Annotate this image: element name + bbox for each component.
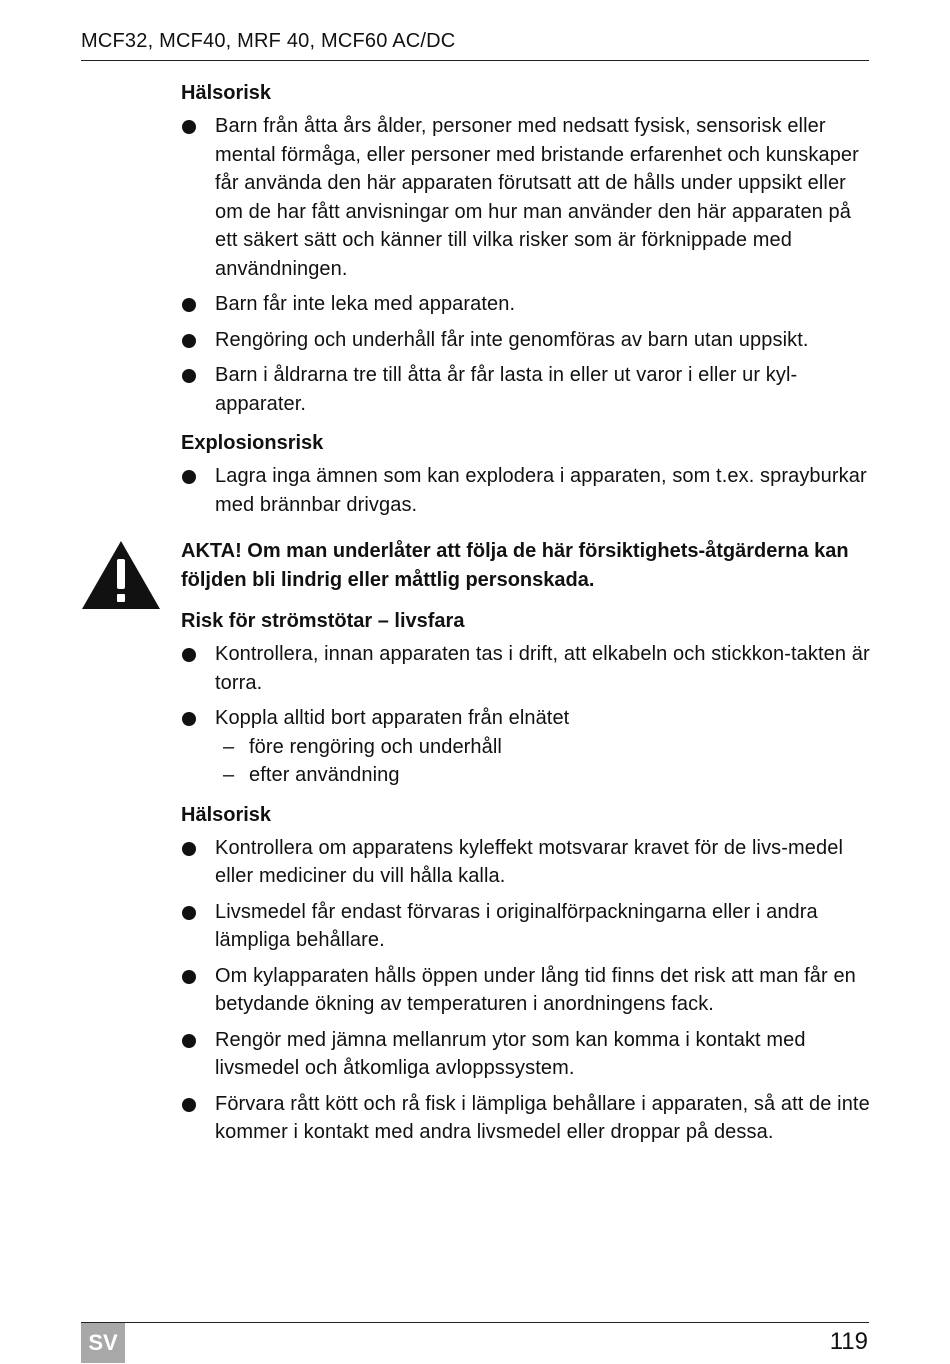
bullet-icon bbox=[182, 1034, 196, 1048]
warning-triangle-icon bbox=[80, 539, 162, 611]
list-item bbox=[181, 112, 871, 283]
footer-divider bbox=[81, 1322, 869, 1323]
list-item-text: Livsmedel får endast förvaras i originalförpackningarna eller i andra lämpliga behållare. bbox=[215, 900, 818, 951]
sub-list bbox=[215, 733, 871, 790]
list-item-text: Lagra inga ämnen som kan explodera i apparaten, som t.ex. sprayburkar med brännbar drivgas. bbox=[215, 465, 867, 516]
list-item-text: Kontrollera om apparatens kyleffekt motsvarar kravet för de livs-medel eller mediciner du vill hålla kalla. bbox=[215, 836, 844, 887]
bullet-icon bbox=[182, 712, 196, 726]
list-item bbox=[181, 834, 871, 891]
bullet-icon bbox=[182, 120, 196, 134]
list-item-text: Kontrollera, innan apparaten tas i drift, att elkabeln och stickkon-takten är torra. bbox=[215, 643, 870, 694]
sub-list-item-text: efter användning bbox=[249, 764, 400, 786]
dash-icon: – bbox=[223, 735, 235, 758]
list-item bbox=[181, 326, 871, 355]
section-health-risk-2 bbox=[181, 800, 871, 1147]
section-health-risk-1 bbox=[181, 78, 871, 418]
bullet-icon bbox=[182, 1098, 196, 1112]
section-heading: Hälsorisk bbox=[181, 82, 272, 104]
list-item bbox=[181, 1090, 871, 1147]
bullet-icon bbox=[182, 906, 196, 920]
list-item bbox=[181, 898, 871, 955]
list-item-text: Koppla alltid bort apparaten från elnätet bbox=[215, 707, 570, 729]
bullet-icon bbox=[182, 369, 196, 383]
section-heading: Hälsorisk bbox=[181, 803, 272, 826]
document-header-title: MCF32, MCF40, MRF 40, MCF60 AC/DC bbox=[81, 30, 456, 52]
bullet-list bbox=[181, 640, 871, 790]
sub-list-item bbox=[215, 761, 871, 790]
bullet-list bbox=[181, 462, 871, 519]
bullet-icon bbox=[182, 298, 196, 312]
caution-notice bbox=[181, 537, 871, 594]
list-item-text: Rengör med jämna mellanrum ytor som kan komma i kontakt med livsmedel och åtkomliga avloppssystem. bbox=[215, 1028, 806, 1079]
section-explosion-risk bbox=[181, 428, 871, 519]
main-content bbox=[181, 78, 871, 1157]
sub-list-item bbox=[215, 733, 871, 762]
list-item bbox=[181, 290, 871, 319]
list-item-text: Barn från åtta års ålder, personer med nedsatt fysisk, sensorisk eller mental förmåga, eller personer med bristande erfarenhet och kunskaper får använda den här apparaten förutsatt att de hålls under uppsikt eller om de har fått anvisningar om hur man använder den här apparaten på ett säkert sätt och känner till vilka risker som är förknippade med användningen. bbox=[215, 115, 859, 280]
list-item bbox=[181, 1026, 871, 1083]
dash-icon: – bbox=[223, 764, 235, 786]
page-number: 119 bbox=[829, 1328, 868, 1355]
list-item bbox=[181, 962, 871, 1019]
list-item-text: Förvara rått kött och rå fisk i lämpliga behållare i apparaten, så att de inte kommer i kontakt med andra livsmedel eller droppar på dessa. bbox=[215, 1092, 870, 1143]
list-item-text: Rengöring och underhåll får inte genomföras av barn utan uppsikt. bbox=[215, 328, 809, 351]
list-item-text: Barn får inte leka med apparaten. bbox=[215, 293, 516, 315]
list-item-text: Barn i åldrarna tre till åtta år får lasta in eller ut varor i eller ur kyl-apparater. bbox=[215, 364, 798, 415]
language-badge: SV bbox=[81, 1323, 125, 1363]
list-item-text: Om kylapparaten hålls öppen under lång tid finns det risk att man får en betydande ökning av temperaturen i anordningens fack. bbox=[215, 964, 856, 1015]
section-electric-shock-risk bbox=[181, 606, 871, 790]
bullet-icon bbox=[182, 334, 196, 348]
bullet-icon bbox=[182, 470, 196, 484]
bullet-icon bbox=[182, 842, 196, 856]
list-item bbox=[181, 704, 871, 790]
warning-text: AKTA! Om man underlåter att följa de här försiktighets-åtgärderna kan följden bli lindrig eller måttlig personskada. bbox=[181, 540, 849, 591]
bullet-icon bbox=[182, 970, 196, 984]
section-heading: Explosionsrisk bbox=[181, 432, 324, 454]
bullet-icon bbox=[182, 648, 196, 662]
sub-list-item-text: före rengöring och underhåll bbox=[249, 735, 502, 758]
list-item bbox=[181, 640, 871, 697]
list-item bbox=[181, 462, 871, 519]
bullet-list bbox=[181, 112, 871, 418]
section-heading: Risk för strömstötar – livsfara bbox=[181, 610, 465, 632]
bullet-list bbox=[181, 834, 871, 1147]
list-item bbox=[181, 361, 871, 418]
header-divider bbox=[81, 60, 869, 61]
